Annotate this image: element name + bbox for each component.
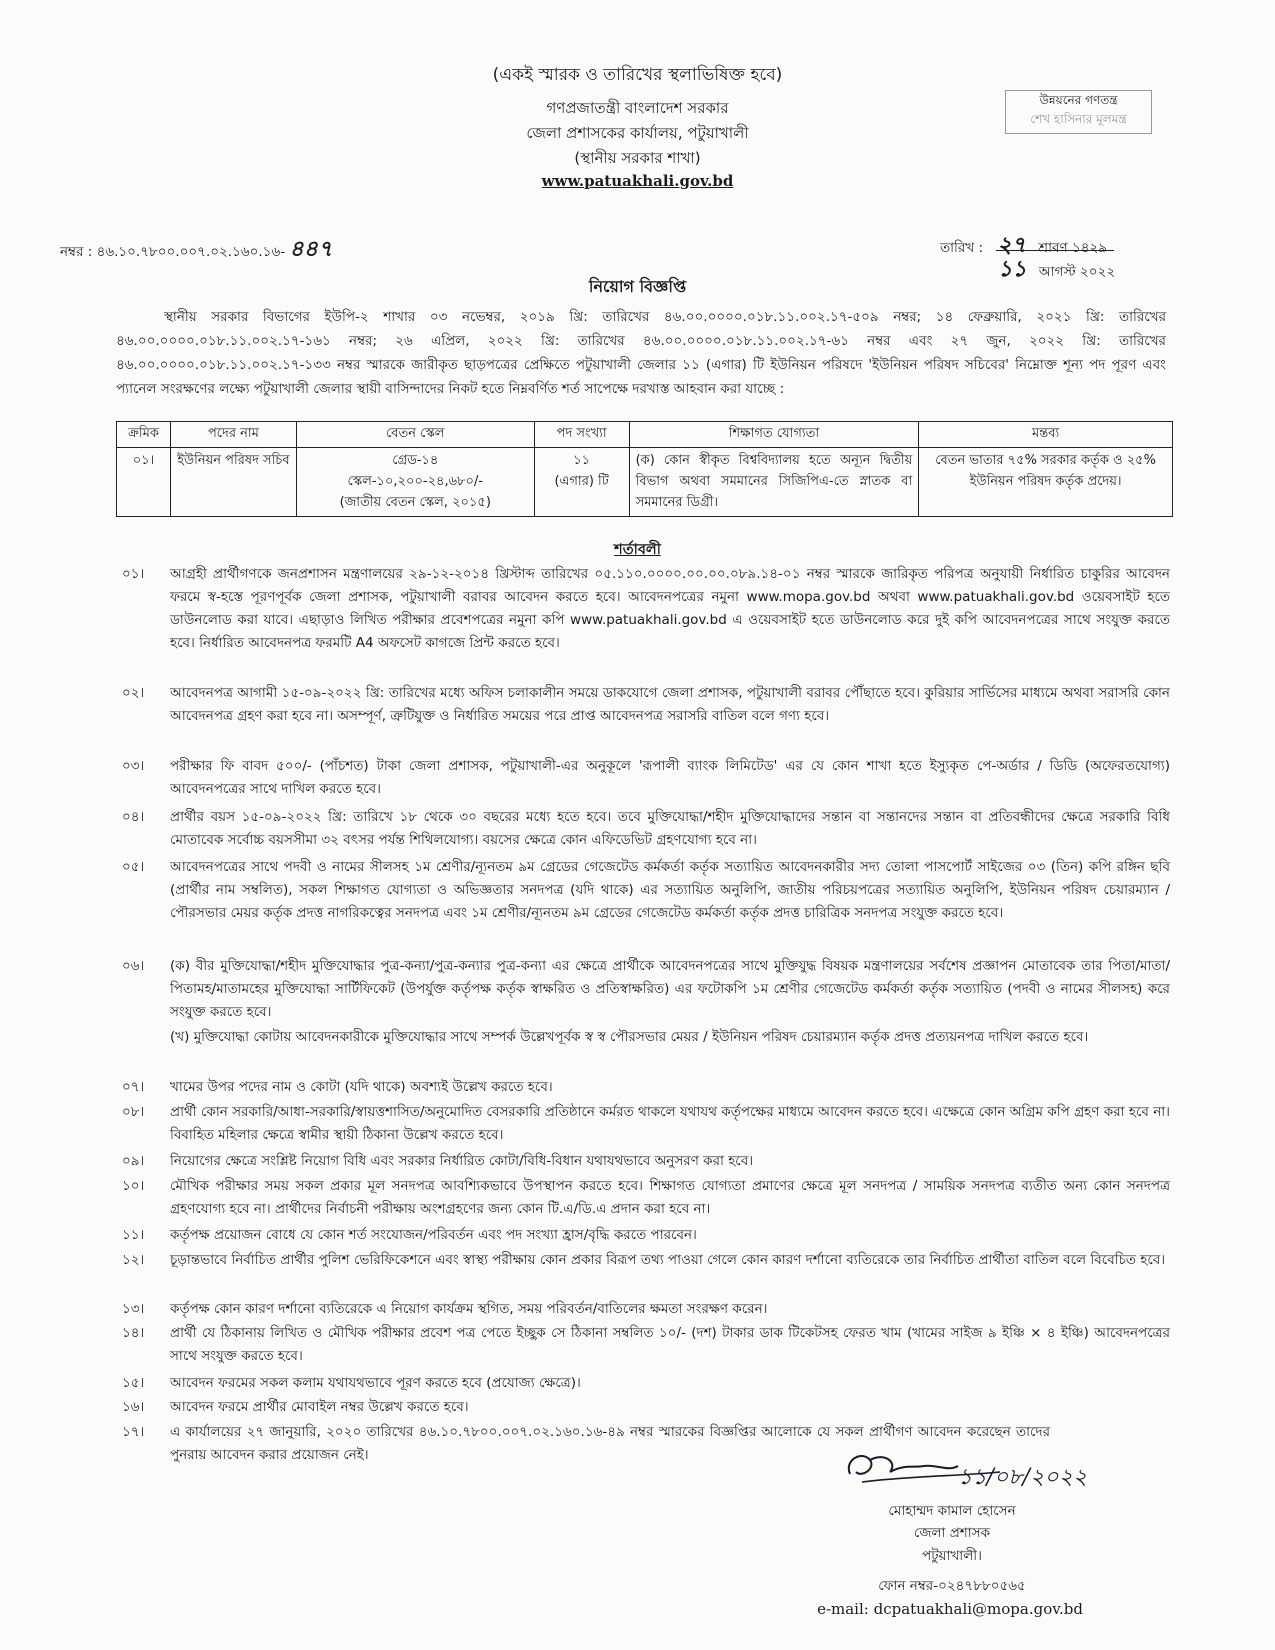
- cell-qualification: (ক) কোন স্বীকৃত বিশ্ববিদ্যালয় হতে অন্যূন দ্বিতীয় বিভাগ অথবা সমমানের সিজিপিএ-তে স্নাতক বা সমমানের ডিগ্রী।: [629, 448, 919, 517]
- condition-number: ০৮।: [122, 1104, 145, 1120]
- handwritten-signature: [840, 1442, 1090, 1494]
- table-row: [117, 448, 1173, 517]
- english-day: ১১: [998, 256, 1027, 282]
- signature-date: ১১/০৮/২০২২: [958, 1465, 1088, 1490]
- condition-number: ১৫।: [122, 1375, 145, 1391]
- col-serial-header: ক্রমিক: [117, 422, 171, 448]
- condition-text: কর্তৃপক্ষ কোন কারণ দর্শানো ব্যতিরেকে এ নিয়োগ কার্যক্রম স্থগিত, সময় পরিবর্তন/বাতিলের ক্ষমতা সংরক্ষণ করেন।: [170, 1301, 768, 1317]
- condition-text: মৌখিক পরীক্ষার সময় সকল প্রকার মূল সনদপত্র আবশ্যিকভাবে উপস্থাপন করতে হবে। শিক্ষাগত যোগ্যতা প্রমাণের ক্ষেত্রে মূল সনদপত্র / সাময়িক সনদপত্র ব্যতীত অন্য কোন সনদপত্র গ্রহণযোগ্য হবে না। প্রার্থীদের নির্বাচনী পরীক্ষায় অংশগ্রহণের জন্য কোন টি.এ/ডি.এ প্রদান করা হবে না।: [170, 1178, 1170, 1217]
- condition-text: প্রার্থী যে ঠিকানায় লিখিত ও মৌখিক পরীক্ষার প্রবেশ পত্র পেতে ইচ্ছুক সে ঠিকানা সম্বলিত ১০/- (দশ) টাকার ডাক টিকেটসহ ফেরত খাম (খামের সাইজ ৯ ইঞ্চি × ৪ ইঞ্চি) আবেদনপত্রের সাথে সংযুক্ত করতে হবে।: [170, 1325, 1170, 1364]
- condition-number: ১৭।: [122, 1424, 145, 1440]
- cell-remarks: বেতন ভাতার ৭৫% সরকার কর্তৃক ও ২৫% ইউনিয়ন পরিষদ কর্তৃক প্রদেয়।: [919, 448, 1173, 517]
- cell-post-count: [534, 448, 629, 517]
- condition-number: ১৩।: [122, 1301, 145, 1317]
- memo-number: [60, 232, 332, 269]
- condition-number: ১১।: [122, 1227, 145, 1243]
- condition-subtext: (খ) মুক্তিযোদ্ধা কোটায় আবেদনকারীকে মুক্তিযোদ্ধার সাথে সম্পর্ক উল্লেখপূর্বক স্ব স্ব পৌরসভার মেয়র / ইউনিয়ন পরিষদ চেয়ারম্যান কর্তৃক প্রদত্ত প্রত্যয়নপত্র দাখিল করতে হবে।: [170, 1029, 1089, 1045]
- condition-number: ১৬।: [122, 1399, 145, 1415]
- conditions-title: শর্তাবলী: [614, 542, 661, 558]
- post-count-words: (এগার) টি: [554, 474, 609, 489]
- english-month-year: আগস্ট ২০২২: [1038, 264, 1116, 280]
- memo-label: নম্বর : ৪৬.১০.৭৮০০.০০৭.০২.১৬০.১৬-: [60, 244, 286, 260]
- condition-text: আগ্রহী প্রার্থীগণকে জনপ্রশাসন মন্ত্রণালয়ের ২৯-১২-২০১৪ খ্রিস্টাব্দ তারিখের ০৫.১১০.০০০০.০০.০০.০৮৯.১৪-০১ নম্বর স্মারকে জারিকৃত পরিপত্র অনুযায়ী নির্ধারিত চাকুরির আবেদন ফরমে স্ব-হস্তে পূরণপূর্বক জেলা প্রশাসক, পটুয়াখালী বরাবর আবেদন করতে হবে। আবেদনপত্রের নমুনা www.mopa.gov.bd অথবা www.patuakhali.gov.bd ওয়েবসাইট হতে ডাউনলোড করা যাবে। এছাড়াও লিখিত পরীক্ষার প্রবেশপত্রের নমুনা কপি www.patuakhali.gov.bd এ ওয়েবসাইট হতে ডাউনলোড করে দুই কপি আবেদনপত্রের সাথে সংযুক্ত করতে হবে। নির্ধারিত আবেদনপত্র ফরমটি A4 অফসেট কাগজে প্রিন্ট করতে হবে।: [170, 566, 1170, 651]
- condition-text: খামের উপর পদের নাম ও কোটা (যদি থাকে) অবশ্যই উল্লেখ করতে হবে।: [170, 1079, 553, 1095]
- pay-scale: স্কেল-১০,২০০-২৪,৬৮০/-: [347, 474, 484, 489]
- condition-text: পরীক্ষার ফি বাবদ ৫০০/- (পাঁচশত) টাকা জেলা প্রশাসক, পটুয়াখালী-এর অনুকূলে 'রূপালী ব্যাংক লিমিটেড' এর যে কোন শাখা হতে ইস্যুকৃত পে-অর্ডার / ডিডি (অফেরতযোগ্য) আবেদনপত্রের সাথে দাখিল করতে হবে।: [170, 758, 1170, 797]
- branch-name: (স্থানীয় সরকার শাখা): [574, 149, 701, 167]
- date-divider: [996, 250, 1114, 251]
- bangla-day: ২৭: [997, 232, 1026, 258]
- condition-number: ০৯।: [122, 1153, 145, 1169]
- cell-post-name: ইউনিয়ন পরিষদ সচিব: [170, 448, 296, 517]
- condition-number: ০৬।: [122, 958, 145, 974]
- signatory-email-link[interactable]: e-mail: dcpatuakhali@mopa.gov.bd: [817, 1600, 1083, 1618]
- slogan-line-2: শেখ হাসিনার মূলমন্ত্র: [1030, 112, 1127, 126]
- condition-text: আবেদন ফরমের সকল কলাম যথাযথভাবে পূরণ করতে হবে (প্রযোজ্য ক্ষেত্রে)।: [170, 1375, 581, 1391]
- issue-date: [940, 228, 1116, 282]
- cell-pay-scale: [296, 448, 534, 517]
- memo-handwritten-number: ৪৪৭: [289, 236, 333, 262]
- office-website-link[interactable]: www.patuakhali.gov.bd: [541, 172, 734, 190]
- office-name: জেলা প্রশাসকের কার্যালয়, পটুয়াখালী: [526, 124, 749, 142]
- condition-number: ১২।: [122, 1252, 145, 1268]
- slogan-stamp: [1005, 90, 1152, 134]
- condition-number: ০৭।: [122, 1079, 145, 1095]
- signatory-district: পটুয়াখালী।: [922, 1548, 982, 1564]
- vacancy-table: [116, 421, 1173, 517]
- condition-text: এ কার্যালয়ের ২৭ জানুয়ারি, ২০২০ তারিখের ৪৬.১০.৭৮০০.০০৭.০২.১৬০.১৬-৪৯ নম্বর স্মারকের বিজ্ঞপ্তির আলোকে যে সকল প্রার্থীগণ আবেদন করেছেন তাদের পুনরায় আবেদন করার প্রয়োজন নেই।: [170, 1424, 1050, 1463]
- condition-text: নিয়োগের ক্ষেত্রে সংশ্লিষ্ট নিয়োগ বিধি এবং সরকার নির্ধারিত কোটা/বিধি-বিধান যথাযথভাবে অনুসরণ করা হবে।: [170, 1153, 754, 1169]
- col-qualification-header: শিক্ষাগত যোগ্যতা: [629, 422, 919, 448]
- col-pay-header: বেতন স্কেল: [296, 422, 534, 448]
- pay-grade: গ্রেড-১৪: [392, 453, 439, 468]
- condition-text: চূড়ান্তভাবে নির্বাচিত প্রার্থীর পুলিশ ভেরিফিকেশনে এবং স্বাস্থ্য পরীক্ষায় কোন প্রকার বিরূপ তথ্য পাওয়া গেলে কোন কারণ দর্শানো ব্যতিরেকে তার নির্বাচিত প্রার্থীতা বাতিল বলে বিবেচিত হবে।: [170, 1252, 1166, 1268]
- col-count-header: পদ সংখ্যা: [534, 422, 629, 448]
- bangla-month-year: শ্রাবণ ১৪২৯: [1038, 240, 1108, 256]
- col-post-header: পদের নাম: [170, 422, 296, 448]
- condition-number: ০২।: [122, 685, 145, 701]
- condition-number: ০৪।: [122, 809, 145, 825]
- cell-serial: ০১।: [117, 448, 171, 517]
- condition-text: (ক) বীর মুক্তিযোদ্ধা/শহীদ মুক্তিযোদ্ধার পুত্র-কন্যা/পুত্র-কন্যার পুত্র-কন্যা এর ক্ষেত্রে প্রার্থীকে আবেদনপত্রের সাথে মুক্তিযুদ্ধ বিষয়ক মন্ত্রণালয়ের সর্বশেষ প্রজ্ঞাপন মোতাবেক তার পিতা/মাতা/পিতামহ/মাতামহের মুক্তিযোদ্ধা সার্টিফিকেট (উপর্যুক্ত কর্তৃপক্ষ কর্তৃক স্বাক্ষরিত ও প্রতিস্বাক্ষরিত) এর ফটোকপি ১ম শ্রেণীর গেজেটেড কর্মকর্তা কর্তৃক সত্যায়িত (পদবী ও নামের সীলসহ) করে সংযুক্ত করতে হবে।: [170, 958, 1170, 1020]
- pay-scale-ref: (জাতীয় বেতন স্কেল, ২০১৫): [339, 495, 491, 510]
- condition-text: কর্তৃপক্ষ প্রয়োজন বোধে যে কোন শর্ত সংযোজন/পরিবর্তন এবং পদ সংখ্যা হ্রাস/বৃদ্ধি করতে পারবেন।: [170, 1227, 697, 1243]
- supersede-note: (একই স্মারক ও তারিখের স্থলাভিষিক্ত হবে): [492, 65, 783, 85]
- col-remarks-header: মন্তব্য: [919, 422, 1173, 448]
- intro-paragraph: স্থানীয় সরকার বিভাগের ইউপি-২ শাখার ০৩ নভেম্বর, ২০১৯ খ্রি: তারিখের ৪৬.০০.০০০০.০১৮.১১.০০২.১৭-৫০৯ নম্বর; ১৪ ফেব্রুয়ারি, ২০২১ খ্রি: তারিখের ৪৬.০০.০০০০.০১৮.১১.০০২.১৭-১৬১ নম্বর; ২৬ এপ্রিল, ২০২২ খ্রি: তারিখের ৪৬.০০.০০০০.০১৮.১১.০০২.১৭-৬১ নম্বর এবং ২৭ জুন, ২০২২ খ্রি: তারিখের ৪৬.০০.০০০০.০১৮.১১.০০২.১৭-১৩৩ নম্বর স্মারকে জারীকৃত ছাড়পত্রের প্রেক্ষিতে পটুয়াখালী জেলার ১১ (এগার) টি ইউনিয়ন পরিষদে 'ইউনিয়ন পরিষদ সচিবের' নিম্নোক্ত শূন্য পদ পূরণ এবং প্যানেল সংরক্ষণের লক্ষ্যে পটুয়াখালী জেলার স্থায়ী বাসিন্দাদের নিকট হতে নিম্নবর্ণিত শর্ত সাপেক্ষে দরখাস্ত আহবান করা যাচ্ছে :: [116, 309, 1166, 397]
- condition-number: ০১।: [122, 566, 145, 582]
- govt-name: গণপ্রজাতন্ত্রী বাংলাদেশ সরকার: [546, 99, 729, 117]
- condition-text: প্রার্থীর বয়স ১৫-০৯-২০২২ খ্রি: তারিখে ১৮ থেকে ৩০ বছরের মধ্যে হতে হবে। তবে মুক্তিযোদ্ধা/শহীদ মুক্তিযোদ্ধাদের সন্তান বা সন্তানদের সন্তান বা প্রতিবন্ধীদের ক্ষেত্রে সরকারি বিধি মোতাবেক সর্বোচ্চ বয়সসীমা ৩২ বৎসর পর্যন্ত শিথিলযোগ্য। বয়সের ক্ষেত্রে কোন এফিডেভিট গ্রহণযোগ্য হবে না।: [170, 809, 1170, 848]
- condition-text: আবেদনপত্রের সাথে পদবী ও নামের সীলসহ ১ম শ্রেণীর/ন্যূনতম ৯ম গ্রেডের গেজেটেড কর্মকর্তা কর্তৃক সত্যায়িত আবেদনকারীর সদ্য তোলা পাসপোর্ট সাইজের ০৩ (তিন) কপি রঙ্গিন ছবি (প্রার্থীর নাম সম্বলিত), সকল শিক্ষাগত যোগ্যতা ও অভিজ্ঞতার সনদপত্র (যদি থাকে) এর সত্যায়িত অনুলিপি, জাতীয় পরিচয়পত্রের সত্যায়িত অনুলিপি, ইউনিয়ন পরিষদ চেয়ারম্যান / পৌরসভার মেয়র কর্তৃক প্রদত্ত নাগরিকত্বের সনদপত্র এবং ১ম শ্রেণীর/ন্যূনতম ৯ম গ্রেডের গেজেটেড কর্মকর্তা কর্তৃক প্রদত্ত চারিত্রিক সনদপত্র সংযুক্ত করতে হবে।: [170, 859, 1170, 921]
- condition-text: আবেদনপত্র আগামী ১৫-০৯-২০২২ খ্রি: তারিখের মধ্যে অফিস চলাকালীন সময়ে ডাকযোগে জেলা প্রশাসক, পটুয়াখালী বরাবর পৌঁছাতে হবে। কুরিয়ার সার্ভিসের মাধ্যমে অথবা সরাসরি কোন আবেদনপত্র গ্রহণ করা হবে না। অসম্পূর্ণ, ত্রুটিযুক্ত ও নির্ধারিত সময়ের পরে প্রাপ্ত আবেদনপত্র সরাসরি বাতিল বলে গণ্য হবে।: [170, 685, 1170, 724]
- condition-number: ১৪।: [122, 1325, 145, 1341]
- condition-number: ১০।: [122, 1178, 145, 1194]
- slogan-line-1: উন্নয়নের গণতন্ত্র: [1039, 93, 1118, 107]
- condition-text: প্রার্থী কোন সরকারি/আধা-সরকারি/স্বায়ত্তশাসিত/অনুমোদিত বেসরকারি প্রতিষ্ঠানে কর্মরত থাকলে যথাযথ কর্তৃপক্ষের মাধ্যমে আবেদন করতে হবে। এক্ষেত্রে কোন অগ্রিম কপি গ্রহণ করা হবে না। বিবাহিত মহিলার ক্ষেত্রে স্বামীর স্থায়ী ঠিকানা উল্লেখ করতে হবে।: [170, 1104, 1170, 1143]
- notice-title: নিয়োগ বিজ্ঞপ্তি: [588, 277, 687, 296]
- post-count: ১১: [573, 453, 591, 468]
- table-header-row: [117, 422, 1173, 448]
- condition-number: ০৫।: [122, 859, 145, 875]
- condition-number: ০৩।: [122, 758, 145, 774]
- condition-text: আবেদন ফরমে প্রার্থীর মোবাইল নম্বর উল্লেখ করতে হবে।: [170, 1399, 469, 1415]
- signatory-designation: জেলা প্রশাসক: [913, 1525, 991, 1541]
- signatory-phone: ফোন নম্বর-০২৪৭৮৮০৫৬৫: [878, 1578, 1026, 1594]
- date-label: তারিখ :: [940, 240, 984, 256]
- signatory-name: মোহাম্মদ কামাল হোসেন: [888, 1503, 1016, 1519]
